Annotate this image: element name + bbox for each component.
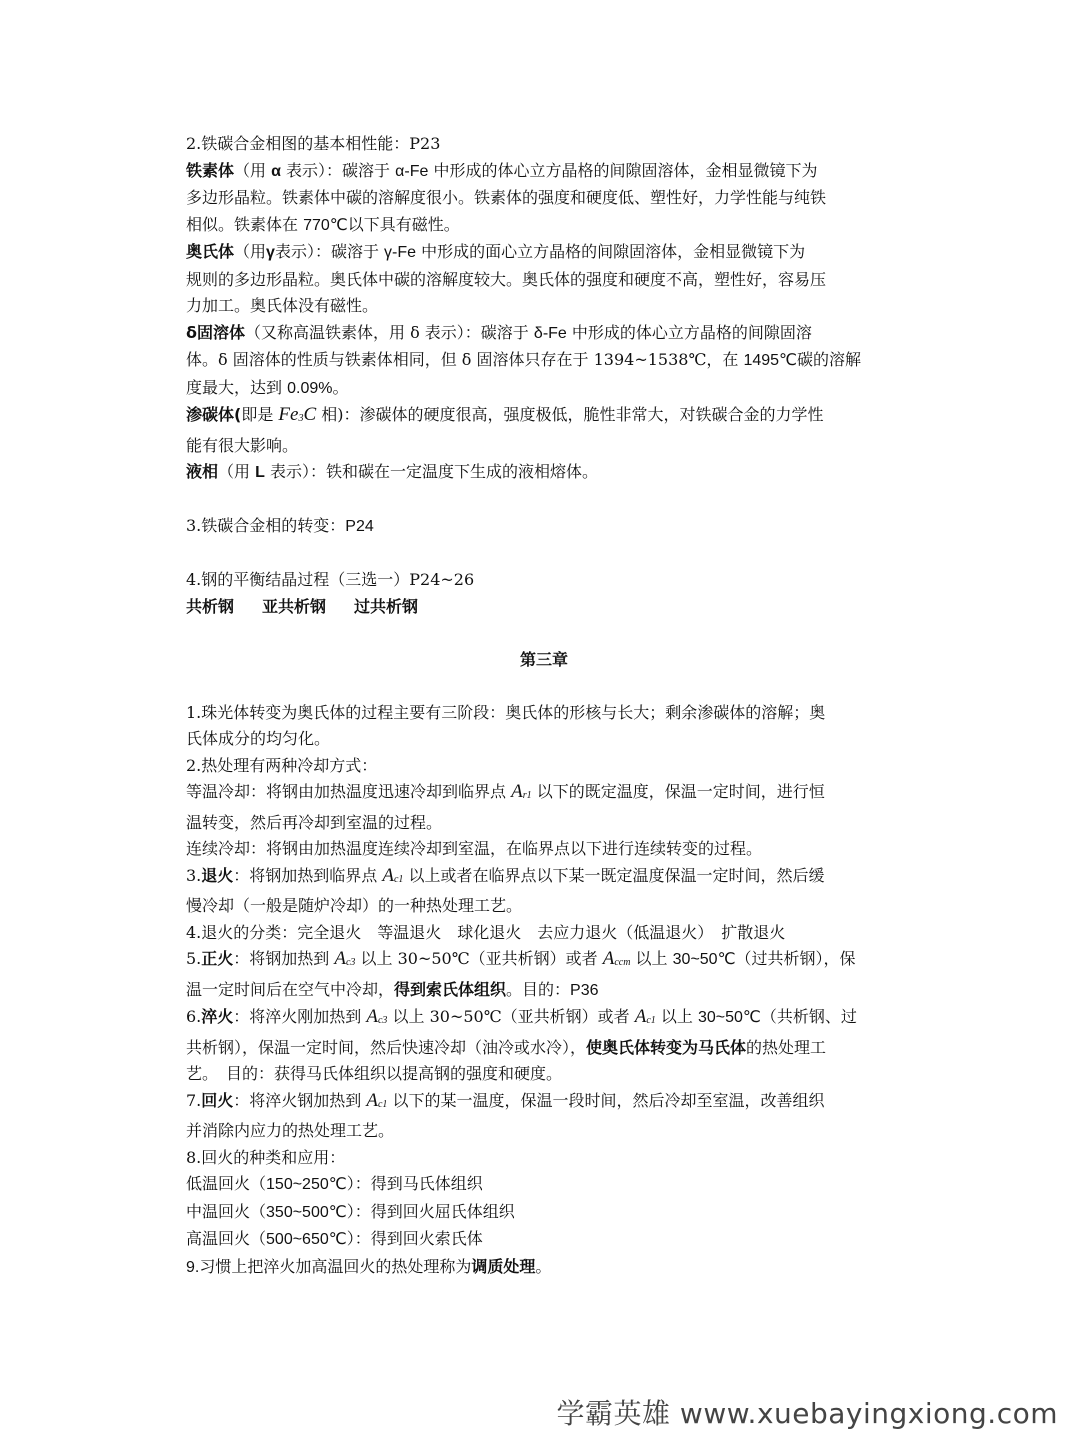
liquid-term: 液相 [186,462,219,481]
section4-heading: 4.钢的平衡结晶过程（三选一）P24~26 [186,570,475,589]
annealing-term: 退火 [201,865,234,885]
cementite-term: 渗碳体( [186,405,242,424]
document-body [186,131,902,1281]
watermark: 学霸英雄 www.xuebayingxiong.com [556,1397,1058,1430]
normalizing-paragraph: 5.正火：将钢加热到 Ac3 以上 30~50℃（亚共析钢）或者 Accm 以上 30~50℃（过共析钢），保 温一定时间后在空气中冷却，得到索氏体组织。目的：P36 [186,948,856,999]
austenite-paragraph: 奥氏体（用γ表示）：碳溶于 γ-Fe 中形成的面心立方晶格的间隙固溶体，金相显微镜下为 规则的多边形晶粒。奥氏体中碳的溶解度较大。奥氏体的强度和硬度不高，塑性好，容易压 力加工。奥氏体没有磁性。 [186,242,827,315]
list-item: 过共析钢 [354,596,419,616]
pearlite-paragraph: 1.珠光体转变为奥氏体的过程主要有三阶段：奥氏体的形核与长大；剩余渗碳体的溶解；奥 氏体成分的均匀化。 [186,702,826,748]
chapter-title: 第三章 [519,649,568,669]
list-item: 共析钢 [186,596,235,616]
isothermal-paragraph: 等温冷却：将钢由加热温度迅速冷却到临界点 Ar1 以下的既定温度，保温一定时间，进行恒 温转变，然后再冷却到室温的过程。 [186,781,825,832]
austenite-term: 奥氏体 [186,242,235,261]
list-item: 亚共析钢 [262,596,327,616]
annealing-types: 4.退火的分类：完全退火 等温退火 球化退火 去应力退火（低温退火） 扩散退火 [186,922,786,942]
quenching-paragraph: 6.淬火：将淬火刚加热到 Ac3 以上 30~50℃（亚共析钢）或者 Ac1 以上 30~50℃（共析钢、过 共析钢），保温一定时间，然后快速冷却（油冷或水冷），使奥氏体转变为马氏体的热处理工 艺。 目的：获得马氏体组织以提高钢的强度和硬度。 [186,1006,857,1083]
continuous-paragraph: 连续冷却：将钢由加热温度连续冷却到室温，在临界点以下进行连续转变的过程。 [186,839,763,858]
low-temp-tempering: 低温回火（150~250℃）：得到马氏体组织 [186,1174,483,1193]
tempering-types-heading: 8.回火的种类和应用： [186,1147,346,1167]
tempering-term: 回火 [201,1090,234,1110]
mid-temp-tempering: 中温回火（350~500℃）：得到回火屈氏体组织 [186,1201,515,1221]
quenching-term: 淬火 [201,1007,234,1026]
tempering-paragraph: 7.回火：将淬火钢加热到 Ac1 以下的某一温度，保温一段时间，然后冷却至室温，改善组织 并消除内应力的热处理工艺。 [186,1089,825,1140]
section2-heading: 2.铁碳合金相图的基本相性能：P23 [186,134,441,153]
annealing-paragraph: 3.退火：将钢加热到临界点 Ac1 以上或者在临界点以下某一既定温度保温一定时间，然后缓 慢冷却（一般是随炉冷却）的一种热处理工艺。 [186,864,825,915]
ferrite-term: 铁素体 [186,160,235,180]
cooling-heading: 2.热处理有两种冷却方式： [186,755,378,775]
cementite-paragraph: 渗碳体(即是 Fe3C 相)：渗碳体的硬度很高，强度极低，脆性非常大，对铁碳合金的力学性 能有很大影响。 [186,404,824,455]
steel-type-list [186,594,902,621]
section3-heading: 3.铁碳合金相的转变：P24 [186,516,374,535]
normalizing-term: 正火 [201,949,234,968]
delta-paragraph: δ固溶体（又称高温铁素体，用 δ 表示）：碳溶于 δ-Fe 中形成的体心立方晶格的间隙固溶 体。δ 固溶体的性质与铁素体相同，但 δ 固溶体只存在于 1394~1538℃，在 1495℃碳的溶解 度最大，达到 0.09%。 [186,322,862,397]
quench-temper-paragraph: 9.习惯上把淬火加高温回火的热处理称为调质处理。 [186,1256,552,1276]
high-temp-tempering: 高温回火（500~650℃）：得到回火索氏体 [186,1229,483,1248]
ferrite-paragraph: 铁素体（用 α 表示）：碳溶于 α-Fe 中形成的体心立方晶格的间隙固溶体，金相显微镜下为 多边形晶粒。铁素体中碳的溶解度很小。铁素体的强度和硬度低、塑性好，力学性能与纯铁 相似。铁素体在 770℃以下具有磁性。 [186,160,827,234]
delta-term: δ固溶体 [186,322,245,342]
liquid-paragraph: 液相（用 L 表示）：铁和碳在一定温度下生成的液相熔体。 [186,462,598,481]
